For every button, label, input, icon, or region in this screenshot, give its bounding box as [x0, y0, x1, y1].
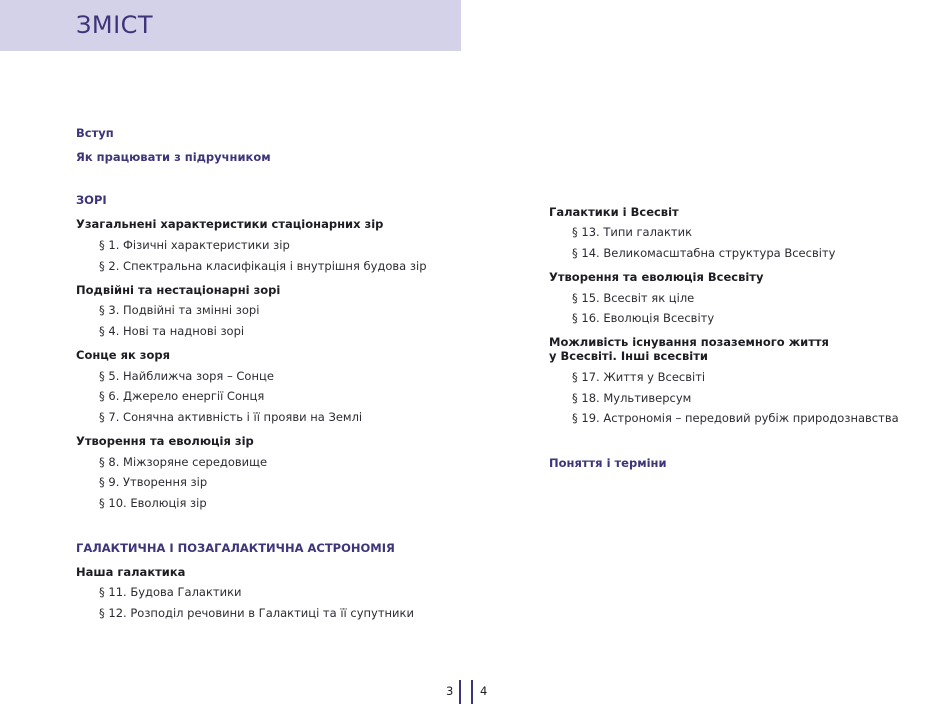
toc-paragraph[interactable]: § 5. Найближча зоря – Сонце [99, 369, 274, 383]
page-number-left: 3 [446, 684, 454, 698]
toc-paragraph[interactable]: § 3. Подвійні та змінні зорі [99, 303, 260, 317]
page-title: ЗМІСТ [76, 11, 154, 39]
toc-paragraph[interactable]: § 13. Типи галактик [572, 225, 693, 239]
toc-glossary[interactable]: Поняття і терміни [549, 456, 667, 470]
toc-paragraph[interactable]: § 2. Спектральна класифікація і внутрішня будова зір [99, 259, 427, 273]
toc-paragraph[interactable]: § 15. Всесвіт як ціле [572, 291, 695, 305]
toc-section-title[interactable]: Сонце як зоря [76, 348, 171, 362]
toc-paragraph[interactable]: § 11. Будова Галактики [99, 585, 242, 599]
toc-section-title[interactable]: Утворення та еволюція Всесвіту [549, 270, 764, 284]
toc-paragraph[interactable]: § 7. Сонячна активність і її прояви на Землі [99, 410, 363, 424]
toc-paragraph[interactable]: § 10. Еволюція зір [99, 496, 207, 510]
toc-section-title[interactable]: Узагальнені характеристики стаціонарних зір [76, 217, 384, 231]
page-number-right: 4 [480, 684, 488, 698]
toc-paragraph[interactable]: § 1. Фізичні характеристики зір [99, 238, 290, 252]
toc-howto[interactable]: Як працювати з підручником [76, 150, 271, 164]
toc-paragraph[interactable]: § 14. Великомасштабна структура Всесвіту [572, 246, 836, 260]
toc-paragraph[interactable]: § 4. Нові та наднові зорі [99, 324, 245, 338]
toc-paragraph[interactable]: § 9. Утворення зір [99, 475, 208, 489]
toc-section-title[interactable]: Наша галактика [76, 565, 186, 579]
toc-section-title[interactable]: Утворення та еволюція зір [76, 434, 254, 448]
toc-section-title[interactable]: Можливість існування позаземного життя [549, 335, 829, 349]
page-separator [471, 680, 473, 704]
toc-paragraph[interactable]: § 8. Міжзоряне середовище [99, 455, 268, 469]
page-separator [459, 680, 461, 704]
toc-paragraph[interactable]: § 19. Астрономія – передовий рубіж природознавства [572, 411, 899, 425]
toc-paragraph[interactable]: § 16. Еволюція Всесвіту [572, 311, 715, 325]
toc-intro[interactable]: Вступ [76, 126, 114, 140]
toc-section-title[interactable]: Галактики і Всесвіт [549, 205, 679, 219]
toc-part-title[interactable]: ГАЛАКТИЧНА І ПОЗАГАЛАКТИЧНА АСТРОНОМІЯ [76, 541, 395, 555]
toc-paragraph[interactable]: § 17. Життя у Всесвіті [572, 370, 706, 384]
toc-section-title-cont[interactable]: у Всесвіті. Інші всесвіти [549, 349, 708, 363]
toc-paragraph[interactable]: § 18. Мультиверсум [572, 391, 692, 405]
toc-paragraph[interactable]: § 6. Джерело енергії Сонця [99, 389, 265, 403]
toc-section-title[interactable]: Подвійні та нестаціонарні зорі [76, 283, 281, 297]
header-band [0, 0, 461, 51]
toc-part-title[interactable]: ЗОРІ [76, 193, 107, 207]
toc-paragraph[interactable]: § 12. Розподіл речовини в Галактиці та її супутники [99, 606, 414, 620]
